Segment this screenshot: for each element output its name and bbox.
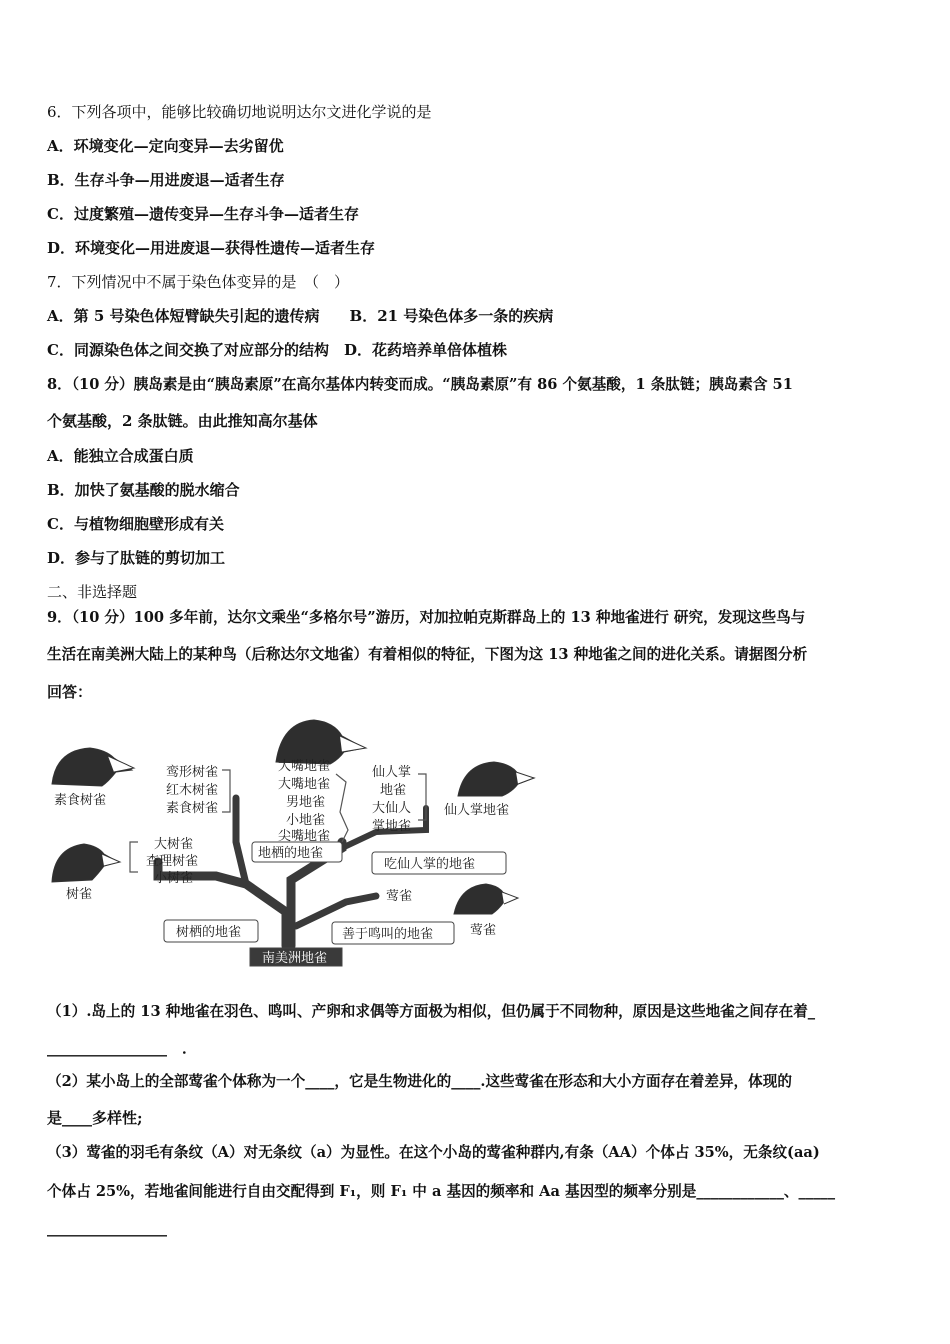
label-bird-cactus: 仙人掌地雀 [444, 803, 510, 818]
q9-sub1-line2: ________________ ． [47, 1039, 198, 1057]
q9-stem-line1: 9．（10 分）100 多年前，达尔文乘坐“多格尔号”游历，对加拉帕克斯群岛上的 13 种地雀进行 研究，发现这些鸟与 [47, 609, 806, 626]
q9-sub1-line1: （1）.岛上的 13 种地雀在羽色、鸣叫、产卵和求偶等方面极为相似，但仍属于不同物种，原因是这些地雀之间存在着_ [47, 1003, 816, 1020]
label-cactus-group: 吃仙人掌的地雀 [384, 857, 476, 872]
label-root: 南美洲地雀 [262, 951, 328, 966]
q9-sub3-line1: （3）莺雀的羽毛有条纹（A）对无条纹（a）为显性。在这个小岛的莺雀种群内,有条（AA）个体占 35%，无条纹(aa) [47, 1144, 820, 1161]
q6-option-d: D．环境变化—用进废退—获得性遗传—适者生存 [47, 239, 376, 257]
label-ground-finch-2: 大嘴地雀 [278, 777, 331, 792]
q6-option-a: A．环境变化—定向变异—去劣留优 [47, 137, 284, 155]
q7-options-cd: C．同源染色体之间交换了对应部分的结构 D．花药培养单倍体植株 [47, 341, 507, 359]
label-bird-warbler: 莺雀 [470, 923, 497, 938]
label-veg-finch-1: 鸾形树雀 [166, 765, 219, 780]
label-warbler-branch: 莺雀 [386, 889, 413, 904]
branch-veg-finches [236, 798, 246, 884]
label-cactus-finch-4: 掌地雀 [372, 819, 412, 834]
q6-option-b: B．生存斗争—用进废退—适者生存 [47, 171, 285, 189]
label-tree-finch-3: 小树雀 [154, 871, 194, 886]
q9-stem-line3: 回答： [47, 683, 93, 701]
label-warbler-group: 善于鸣叫的地雀 [342, 927, 434, 942]
q9-stem-line2: 生活在南美洲大陆上的某种鸟（后称达尔文地雀）有着相似的特征，下图为这 13 种地雀之间的进化关系。请据图分析 [47, 646, 808, 663]
q9-sub3-line2: 个体占 25%，若地雀间能进行自由交配得到 F₁，则 F₁ 中 a 基因的频率和 Aa 基因型的频率分别是____________、_____ [47, 1183, 835, 1200]
label-cactus-finch-3: 大仙人 [372, 801, 412, 816]
label-ground-finch-1: 大嘴地雀 [278, 759, 331, 774]
label-bird-veg: 素食树雀 [54, 793, 107, 808]
label-cactus-finch-1: 仙人掌 [372, 765, 412, 780]
label-tree-ground: 树栖的地雀 [176, 925, 242, 940]
label-ground-finch-5: 尖嘴地雀 [278, 829, 331, 844]
label-ground-group: 地栖的地雀 [258, 846, 324, 861]
section-heading: 二、非选择题 [47, 583, 138, 601]
q8-option-a: A．能独立合成蛋白质 [47, 447, 194, 465]
q8-stem-line2: 个氨基酸，2 条肽链。由此推知高尔基体 [47, 412, 318, 430]
label-veg-finch-3: 素食树雀 [166, 801, 219, 816]
q8-option-b: B．加快了氨基酸的脱水缩合 [47, 481, 240, 499]
bracket-ground-finches [336, 774, 348, 842]
q7-options-ab: A．第 5 号染色体短臂缺失引起的遗传病 B．21 号染色体多一条的疾病 [47, 307, 554, 325]
q6-option-c: C．过度繁殖—遗传变异—生存斗争—适者生存 [47, 205, 359, 223]
q9-sub3-line3: ________________ [47, 1219, 167, 1237]
q6-stem: 6．下列各项中，能够比较确切地说明达尔文进化学说的是 [47, 103, 432, 121]
bracket-veg-finches [222, 770, 230, 812]
q8-stem-line1: 8．（10 分）胰岛素是由“胰岛素原”在高尔基体内转变而成。“胰岛素原”有 86 个氨基酸，1 条肽链；胰岛素含 51 [47, 376, 793, 393]
finch-evolution-diagram [46, 712, 536, 968]
label-cactus-finch-2: 地雀 [380, 783, 407, 798]
label-ground-finch-4: 小地雀 [286, 813, 326, 828]
label-veg-finch-2: 红木树雀 [166, 783, 219, 798]
q9-sub2-line2: 是____多样性; [47, 1109, 143, 1127]
bracket-tree-finches [130, 842, 138, 872]
label-tree-finch-2: 查理树雀 [146, 854, 199, 869]
q7-stem: 7．下列情况中不属于染色体变异的是 （ ） [47, 273, 350, 291]
label-tree-finch-1: 大树雀 [154, 837, 194, 852]
q8-option-d: D．参与了肽链的剪切加工 [47, 549, 226, 567]
label-ground-finch-3: 男地雀 [286, 795, 326, 810]
label-bird-tree: 树雀 [66, 887, 93, 902]
q9-sub2-line1: （2）某小岛上的全部莺雀个体称为一个____，它是生物进化的____.这些莺雀在形态和大小方面存在着差异，体现的 [47, 1073, 792, 1090]
q8-option-c: C．与植物细胞壁形成有关 [47, 515, 224, 533]
